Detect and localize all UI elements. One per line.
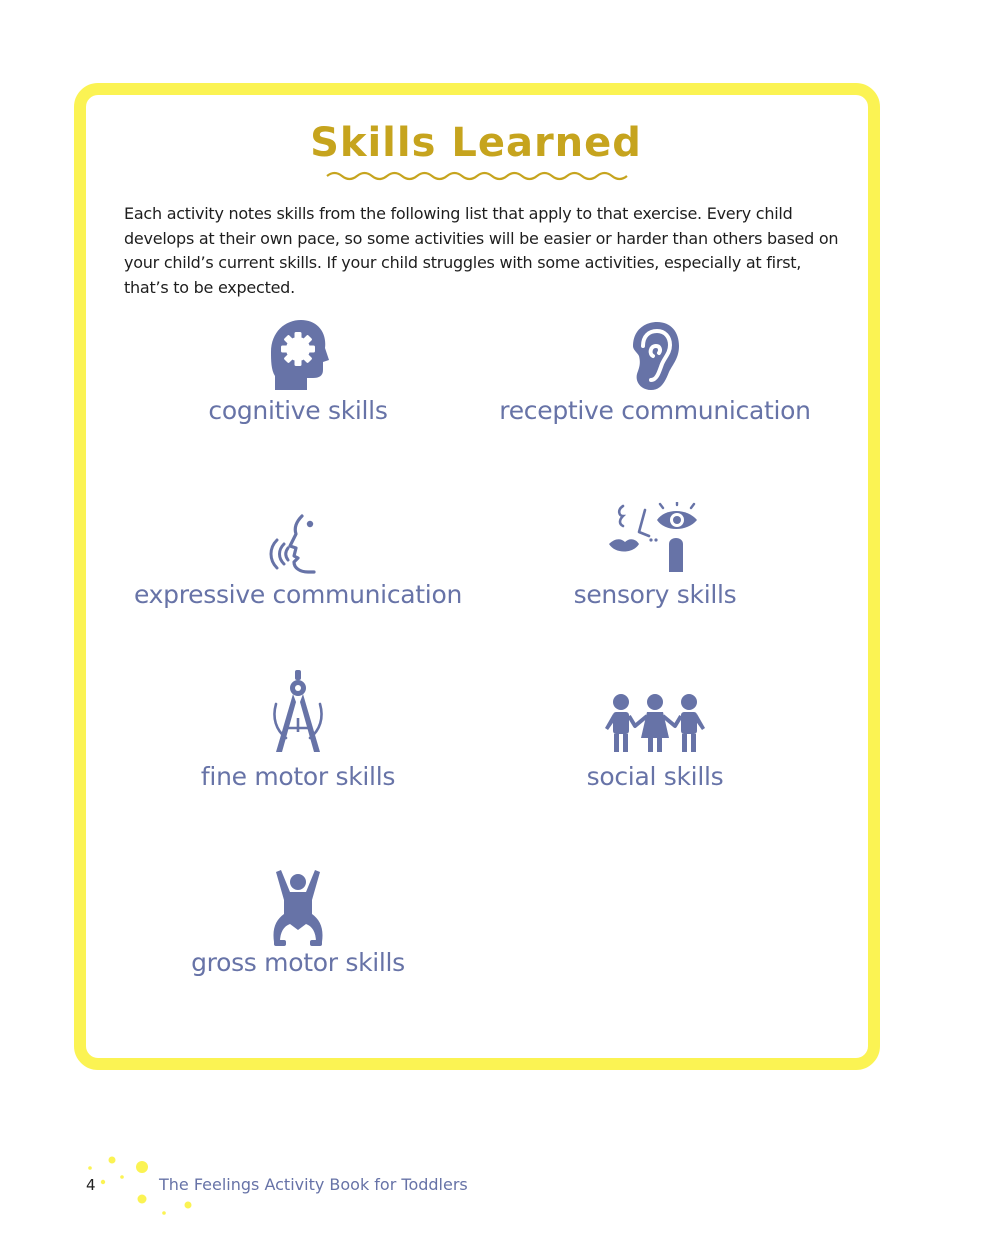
page-number: 4 bbox=[86, 1176, 96, 1194]
senses-icon bbox=[455, 502, 855, 574]
speaking-face-icon bbox=[98, 512, 498, 576]
skill-label: cognitive skills bbox=[208, 396, 388, 425]
skill-label: social skills bbox=[586, 762, 724, 791]
jumping-person-icon bbox=[98, 868, 498, 950]
skill-label: gross motor skills bbox=[191, 948, 405, 977]
skill-label: fine motor skills bbox=[200, 762, 396, 791]
head-gear-icon bbox=[98, 318, 498, 392]
children-holding-hands-icon bbox=[455, 690, 855, 754]
skill-label: expressive communication bbox=[134, 580, 462, 609]
intro-paragraph: Each activity notes skills from the following list that apply to that exercise. Every child develops at their own pace, so some activities will be easier or harder than others based on your child’s current skills. If your child struggles with some activities, especially at first, that’s to be expected. bbox=[124, 204, 839, 297]
skill-label: receptive communication bbox=[499, 396, 811, 425]
skill-label: sensory skills bbox=[573, 580, 737, 609]
ear-icon bbox=[455, 320, 855, 392]
book-title: The Feelings Activity Book for Toddlers bbox=[159, 1175, 468, 1194]
compass-icon bbox=[98, 668, 498, 756]
title-underline-wave bbox=[325, 170, 629, 182]
page-title: Skills Learned bbox=[310, 120, 642, 166]
